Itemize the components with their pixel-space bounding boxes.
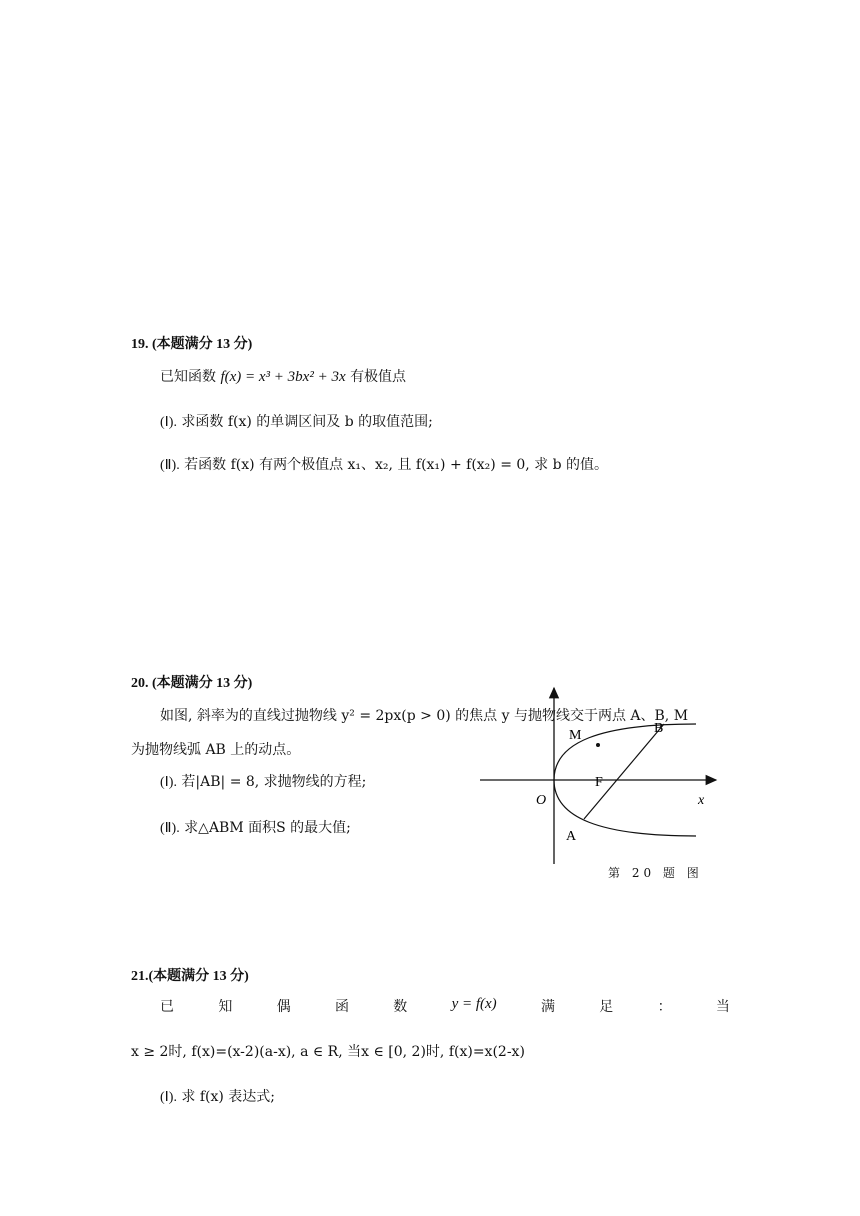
q19-part1 [160,411,433,431]
q19-stem-text: 已知函数 [160,369,216,385]
label-f: F [595,775,603,790]
q21-part1 [160,1086,275,1106]
label-x: x [698,793,705,808]
label-b: B [654,721,664,736]
q20-figure-caption: 第 20 题 图 [608,866,703,880]
label-a: A [566,829,577,844]
q19-stem [160,366,406,386]
q20-part1-text: 若|AB| = 8, 求抛物线的方程; [181,774,367,790]
q21-word: 偶 [276,999,291,1015]
q21-word: 知 [218,999,233,1015]
q19-part2-label: (Ⅱ). [160,458,180,473]
label-o: O [536,793,547,808]
q20-part2-text: 求△ABM 面积S 的最大值; [184,820,351,836]
q21-word: 当 [715,999,730,1015]
q21-part1-text: 求 f(x) 表达式; [181,1089,276,1105]
q19-part1-text: 求函数 f(x) 的单调区间及 b 的取值范围; [181,414,433,430]
q21-formula-y: y = f(x) [451,996,497,1012]
q21-line1 [160,996,730,1016]
q20-part1 [160,771,366,791]
q20-parabola-figure [470,682,730,872]
q21-word: ： [657,999,672,1015]
q21-part1-label: (Ⅰ). [160,1090,177,1105]
q19-part2-text: 若函数 f(x) 有两个极值点 x₁、x₂, 且 f(x₁) + f(x₂) = 0, 求 b 的值。 [184,457,609,473]
q19-heading: 19. (本题满分 13 分) [131,337,253,352]
point-m [596,743,600,747]
chord-ab [584,724,664,819]
q21-word: 已 [160,999,174,1015]
q21-word: 满 [540,999,555,1015]
q20-heading: 20. (本题满分 13 分) [131,676,253,691]
q21-line2: x ≥ 2时, f(x)=(x-2)(a-x), a ∈ R, 当x ∈ [0, 2)时, f(x)=x(2-x) [131,1044,525,1060]
q19-part2 [160,454,608,474]
q20-line2: 为抛物线弧 AB 上的动点。 [131,742,301,758]
q19-stem-tail: 有极值点 [350,369,407,385]
q21-heading: 21.(本题满分 13 分) [131,969,249,984]
label-m: M [569,728,582,743]
q21-word: 函 [334,999,349,1015]
q20-part2-label: (Ⅱ). [160,821,180,836]
q20-line1: 如图, 斜率为的直线过抛物线 y² = 2px(p > 0) 的焦点 y 与抛物线交于两点 A、B, M [160,708,689,724]
q19-stem-formula: f(x) = x³ + 3bx² + 3x [220,369,346,385]
q19-part1-label: (Ⅰ). [160,415,177,430]
q20-part2 [160,817,351,837]
q21-word: 足 [599,999,614,1015]
q21-word: 数 [393,999,408,1015]
q20-part1-label: (Ⅰ). [160,775,177,790]
